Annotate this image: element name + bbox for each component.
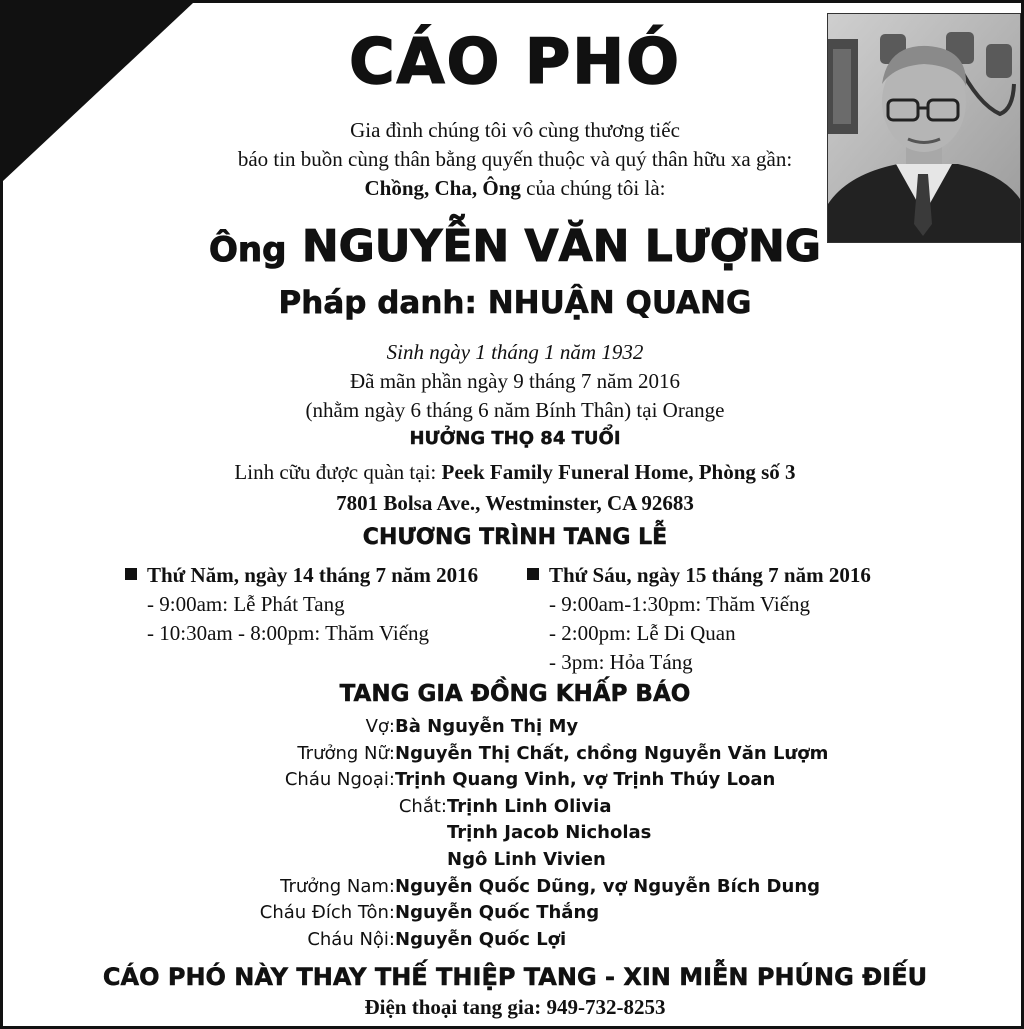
family-row bbox=[3, 927, 1024, 954]
family-row bbox=[3, 767, 1024, 794]
program-event: - 9:00am: Lễ Phát Tang bbox=[147, 592, 345, 616]
family-role: Chắt: bbox=[398, 795, 447, 817]
lunar-date: (nhằm ngày 6 tháng 6 năm Bính Thân) tại Orange bbox=[305, 398, 725, 422]
family-row bbox=[3, 900, 1024, 927]
family-name: Nguyễn Thị Chất, chồng Nguyễn Văn Lượm bbox=[395, 742, 829, 764]
family-row bbox=[3, 741, 1024, 768]
day-date: Thứ Sáu, ngày 15 tháng 7 năm 2016 bbox=[549, 563, 871, 587]
family-phone bbox=[3, 995, 1024, 1020]
dharma-name: NHUẬN QUANG bbox=[487, 285, 752, 321]
family-role: Trưởng Nữ: bbox=[297, 742, 395, 764]
family-name: Ngô Linh Vivien bbox=[447, 848, 606, 870]
family-role: Cháu Đích Tôn: bbox=[259, 902, 395, 924]
family-role: Vợ: bbox=[365, 716, 395, 737]
family-row bbox=[3, 794, 1024, 821]
relation-rest: của chúng tôi là: bbox=[520, 176, 666, 200]
day-date: Thứ Năm, ngày 14 tháng 7 năm 2016 bbox=[147, 563, 479, 587]
program-day-2 bbox=[527, 561, 871, 677]
age-line: HƯỞNG THỌ 84 TUỔI bbox=[409, 428, 621, 449]
honorific: Ông bbox=[209, 230, 287, 270]
family-role: Cháu Nội: bbox=[307, 928, 395, 950]
family-role: Cháu Ngoại: bbox=[284, 769, 395, 791]
family-name: Bà Nguyễn Thị My bbox=[395, 716, 579, 737]
relation-label: Chồng, Cha, Ông bbox=[364, 176, 521, 200]
funeral-home-address: 7801 Bolsa Ave., Westminster, CA 92683 bbox=[336, 491, 694, 515]
family-name: Nguyễn Quốc Thắng bbox=[395, 902, 600, 924]
closing-notice: CÁO PHÓ NÀY THAY THẾ THIỆP TANG - XIN MIỄN PHÚNG ĐIẾU bbox=[102, 963, 928, 991]
intro-line-2: báo tin buồn cùng thân bằng quyến thuộc và quý thân hữu xa gần: bbox=[237, 147, 793, 171]
death-date: Đã mãn phần ngày 9 tháng 7 năm 2016 bbox=[349, 369, 681, 393]
birth-date: Sinh ngày 1 tháng 1 năm 1932 bbox=[386, 340, 644, 364]
intro-line-3 bbox=[3, 174, 1024, 203]
program-event: - 2:00pm: Lễ Di Quan bbox=[549, 621, 736, 645]
program-event: - 9:00am-1:30pm: Thăm Viếng bbox=[549, 592, 811, 616]
family-row bbox=[3, 874, 1024, 901]
program-day-1 bbox=[125, 561, 478, 648]
phone-label: Điện thoại tang gia: bbox=[364, 995, 547, 1019]
family-name: Trịnh Quang Vinh, vợ Trịnh Thúy Loan bbox=[395, 769, 776, 791]
family-name: Trịnh Linh Olivia bbox=[447, 795, 612, 817]
family-name: Nguyễn Quốc Dũng, vợ Nguyễn Bích Dung bbox=[395, 875, 821, 897]
square-bullet-icon bbox=[527, 568, 539, 580]
intro-line-1: Gia đình chúng tôi vô cùng thương tiếc bbox=[350, 118, 680, 142]
program-event: - 10:30am - 8:00pm: Thăm Viếng bbox=[147, 621, 430, 645]
notice-title: CÁO PHÓ bbox=[349, 25, 681, 98]
family-name: Nguyễn Quốc Lợi bbox=[395, 928, 567, 950]
deceased-name: NGUYỄN VĂN LƯỢNG bbox=[301, 221, 821, 272]
family-role: Trưởng Nam: bbox=[280, 875, 395, 897]
viewing-label: Linh cữu được quàn tại: bbox=[234, 460, 442, 484]
family-list bbox=[3, 714, 1024, 953]
dharma-label: Pháp danh: bbox=[278, 285, 477, 321]
viewing-location bbox=[3, 458, 1024, 487]
funeral-home: Peek Family Funeral Home, Phòng số 3 bbox=[441, 460, 796, 484]
program-title: CHƯƠNG TRÌNH TANG LỄ bbox=[362, 525, 668, 550]
family-row bbox=[3, 714, 1024, 741]
family-row bbox=[3, 847, 1024, 874]
family-name: Trịnh Jacob Nicholas bbox=[447, 822, 652, 844]
phone-number: 949-732-8253 bbox=[546, 995, 666, 1019]
family-row bbox=[3, 820, 1024, 847]
program-event: - 3pm: Hỏa Táng bbox=[549, 650, 693, 674]
family-title: TANG GIA ĐỒNG KHẤP BÁO bbox=[339, 681, 691, 707]
deceased-name-line bbox=[3, 221, 1024, 272]
square-bullet-icon bbox=[125, 568, 137, 580]
dharma-name-line bbox=[3, 285, 1024, 321]
